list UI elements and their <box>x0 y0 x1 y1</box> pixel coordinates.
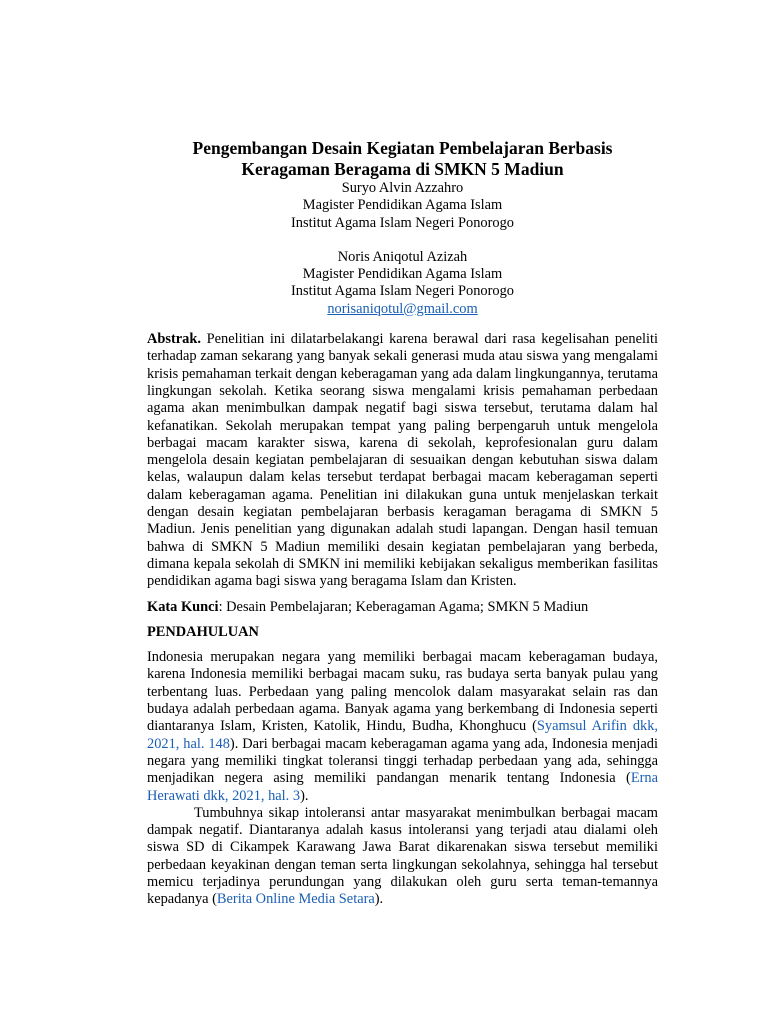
author-1-program: Magister Pendidikan Agama Islam <box>302 197 503 214</box>
citation-berita-online[interactable]: Berita Online Media Setara <box>216 891 375 908</box>
abstract-paragraph <box>147 331 658 590</box>
author-1-institution: Institut Agama Islam Negeri Ponorogo <box>290 214 515 231</box>
keywords-text: : Desain Pembelajaran; Keberagaman Agama; SMKN 5 Madiun <box>218 598 589 615</box>
citation-syamsul-arifin[interactable]: Syamsul Arifin dkk, 2021, hal. 148 <box>147 718 659 752</box>
abstract-label: Abstrak. <box>147 331 201 348</box>
intro-p1-text-b: ). Dari berbagai macam keberagaman agama yang ada, Indonesia menjadi negara yang memiliki tingkat toleransi tinggi terhadap perbedaan yang ada, sehingga menjadikan negera asing memiliki pandangan menarik tentang Indonesia ( <box>147 735 659 787</box>
keywords-paragraph <box>147 599 658 616</box>
section-heading-pendahuluan: PENDAHULUAN <box>147 623 259 640</box>
author-2-program: Magister Pendidikan Agama Islam <box>302 266 503 283</box>
author-1-name: Suryo Alvin Azzahro <box>341 180 464 196</box>
author-spacer <box>147 232 658 249</box>
author-2-block <box>147 249 658 318</box>
intro-paragraph-1 <box>147 649 658 805</box>
keywords-label: Kata Kunci <box>147 598 219 615</box>
intro-p1-text-c: ). <box>300 787 309 804</box>
intro-p2-text-b: ). <box>374 891 384 908</box>
author-2-institution: Institut Agama Islam Negeri Ponorogo <box>290 283 515 300</box>
paper-title <box>147 138 658 180</box>
abstract-text: Penelitian ini dilatarbelakangi karena berawal dari rasa kegelisahan peneliti terhadap zaman sekarang yang banyak sekali generasi muda atau siswa yang mengalami krisis pemahaman terkait dengan keberagaman yang ada dalam lingkungannya, terutama lingkungan sekolah. Ketika seorang siswa mengalami krisis pemahaman perbedaan agama akan menimbulkan dampak negatif bagi siswa tersebut, terutama dalam hal kefanatikan. Sekolah merupakan tempat yang paling berpengaruh untuk mengelola berbagai macam karakter siswa, karena di sekolah, keprofesionalan guru dalam mengelola desain kegiatan pembelajaran di sesuaikan dengan kebutuhan siswa dalam kelas, walaupun dalam kelas tersebut terdapat berbagai macam keberagaman seperti dalam keberagaman agama. Penelitian ini dilakukan guna untuk menjelaskan terkait dengan desain kegiatan pembelajaran berbasis keragaman beragama di SMKN 5 Madiun. Jenis penelitian yang digunakan adalah studi lapangan. Dengan hasil temuan bahwa di SMKN 5 Madiun memiliki desain kegiatan pembelajaran yang berbeda, dimana kepala sekolah di SMKN ini memiliki kebijakan sekaligus memberikan fasilitas pendidikan agama bagi siswa yang beragama Islam dan Kristen. <box>147 331 658 590</box>
intro-p1-text-a: Indonesia merupakan negara yang memiliki berbagai macam keberagaman budaya, karena Indonesia memiliki berbagai macam suku, ras budaya serta banyak pulau yang terbentang luas. Perbedaan yang paling mencolok dalam masyarakat selain ras dan budaya adalah perbedaan agama. Banyak agama yang berkembang di Indonesia seperti diantaranya Islam, Kristen, Katolik, Hindu, Budha, Khonghucu ( <box>147 649 658 735</box>
author-2-email-link[interactable]: norisaniqotul@gmail.com <box>327 300 478 317</box>
author-1-block <box>147 180 658 232</box>
author-2-name: Noris Aniqotul Azizah <box>337 248 468 265</box>
title-line-1: Pengembangan Desain Kegiatan Pembelajaran Berbasis <box>192 138 613 158</box>
citation-erna-herawati[interactable]: Erna Herawati dkk, 2021, hal. 3 <box>147 770 658 804</box>
intro-paragraph-2 <box>147 805 658 909</box>
title-line-2: Keragaman Beragama di SMKN 5 Madiun <box>241 159 564 179</box>
intro-p2-text-a: Tumbuhnya sikap intoleransi antar masyarakat menimbulkan berbagai macam dampak negatif. Diantaranya adalah kasus intoleransi yang terjadi atau dialami oleh siswa SD di Cikampek Karawang Jawa Barat dikarenakan siswa tersebut memiliki perbedaan keyakinan dengan teman serta lingkungan sekolahnya, sehingga hal tersebut memicu terjadinya perundungan yang dilakukan oleh guru serta teman-temannya kepadanya ( <box>147 804 658 908</box>
